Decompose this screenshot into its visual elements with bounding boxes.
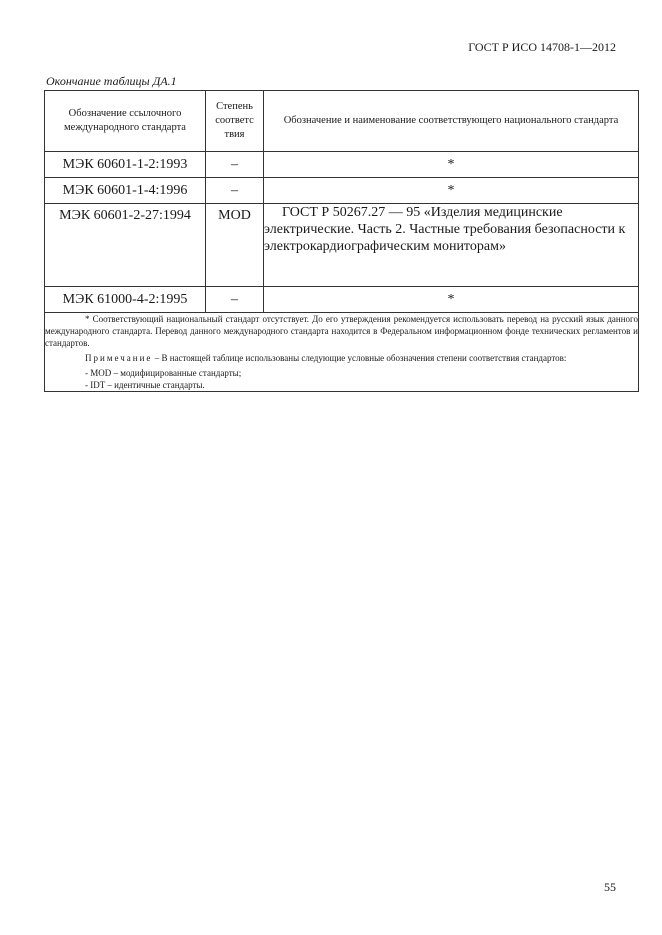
table-header-row xyxy=(45,91,639,152)
header-degree: Степень соответс твия xyxy=(206,91,264,152)
cell-national: * xyxy=(264,178,639,204)
cell-national: * xyxy=(264,152,639,178)
national-standard-text: ГОСТ Р 50267.27 — 95 «Изделия медицинские электрические. Часть 2. Частные требования безопасности к электрокардиографическим мониторам» xyxy=(264,205,626,254)
cell-national: * xyxy=(264,287,639,313)
cell-degree: – xyxy=(206,178,264,204)
footnote: * Соответствующий национальный стандарт отсутствует. До его утверждения рекомендуется использовать перевод на русский язык данного международного стандарта. Перевод данного международного стандарта находится в Федеральном информационном фонде технических регламентов и стандартов. xyxy=(45,314,638,348)
cell-degree: – xyxy=(206,287,264,313)
cell-degree: – xyxy=(206,152,264,178)
page-number: 55 xyxy=(604,880,616,894)
table-row xyxy=(45,178,639,204)
table-caption: Окончание таблицы ДА.1 xyxy=(46,74,177,88)
note-item: - IDT – идентичные стандарты. xyxy=(85,380,205,390)
cell-national xyxy=(264,204,639,287)
cell-reference: МЭК 61000-4-2:1995 xyxy=(45,287,206,313)
header-reference-standard: Обозначение ссылочного международного стандарта xyxy=(45,91,206,152)
cell-reference: МЭК 60601-2-27:1994 xyxy=(45,204,206,287)
cell-reference: МЭК 60601-1-2:1993 xyxy=(45,152,206,178)
table-row xyxy=(45,152,639,178)
note-label: Примечание xyxy=(85,353,153,363)
cell-reference: МЭК 60601-1-4:1996 xyxy=(45,178,206,204)
table-notes-row xyxy=(45,313,639,392)
table-row xyxy=(45,287,639,313)
table-row xyxy=(45,204,639,287)
note-text: – В настоящей таблице использованы следующие условные обозначения степени соответствия стандартов: xyxy=(152,353,567,363)
table-notes xyxy=(45,313,639,392)
header-national-standard: Обозначение и наименование соответствующего национального стандарта xyxy=(264,91,639,152)
document-header: ГОСТ Р ИСО 14708-1—2012 xyxy=(468,40,616,54)
standards-table xyxy=(44,90,639,392)
cell-degree: MOD xyxy=(206,204,264,287)
note-item: - MOD – модифицированные стандарты; xyxy=(85,368,242,378)
note xyxy=(45,352,638,364)
